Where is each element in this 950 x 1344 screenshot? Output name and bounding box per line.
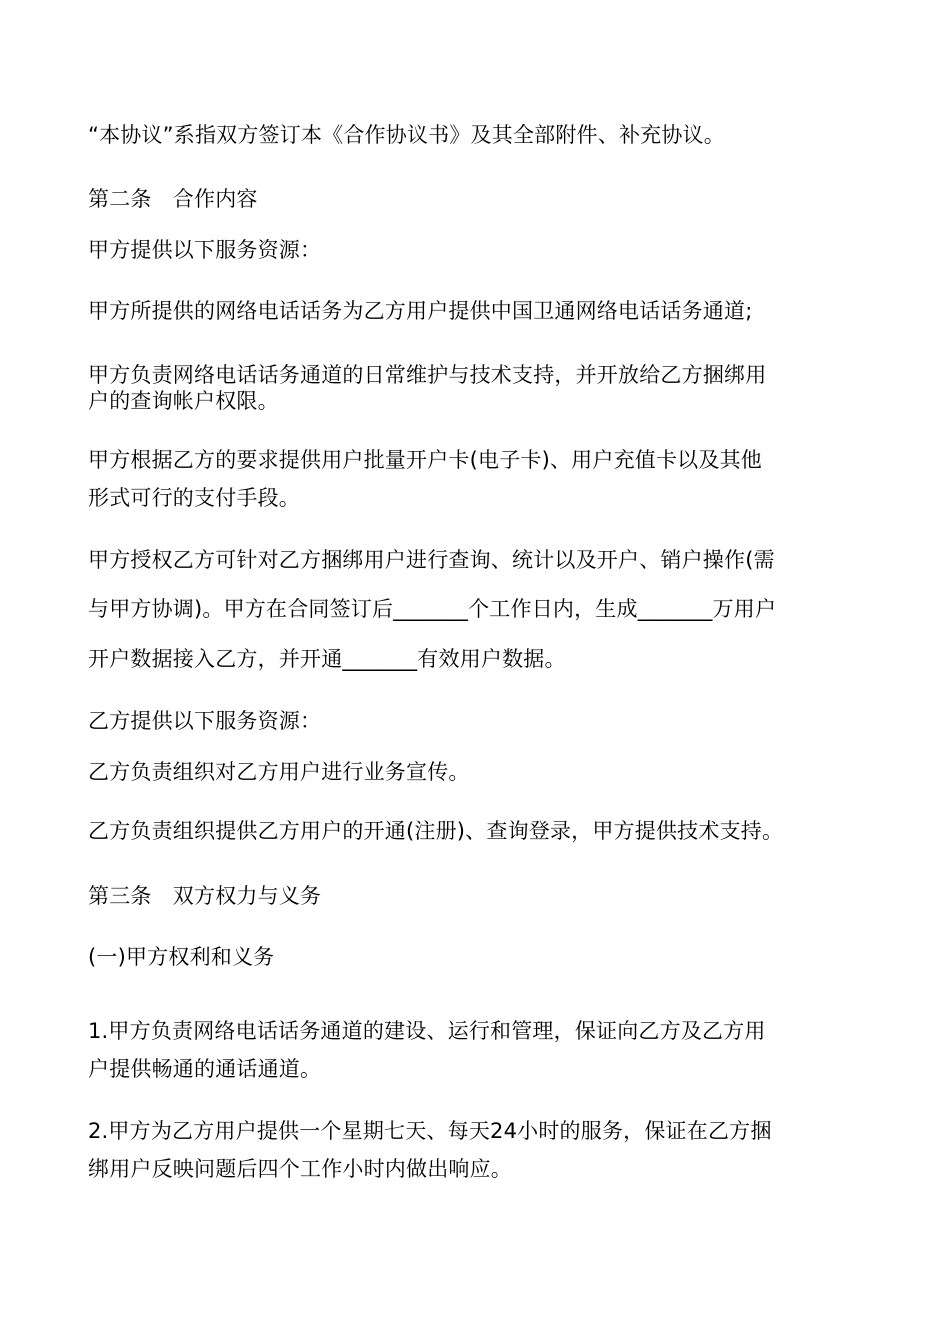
clause-1-line-2: 户提供畅通的通话通道。 [88, 1057, 322, 1081]
clause-2-line-1: 2.甲方为乙方用户提供一个星期七天、每天24小时的服务，保证在乙方捆 [88, 1119, 772, 1143]
definition-line: “本协议”系指双方签订本《合作协议书》及其全部附件、补充协议。 [88, 123, 725, 147]
party-a-item-2-line-2: 户的查询帐户权限。 [88, 389, 279, 413]
party-b-item-2: 乙方负责组织提供乙方用户的开通(注册)、查询登录，甲方提供技术支持。 [88, 819, 784, 843]
party-a-item-4-line-1: 甲方授权乙方可针对乙方捆绑用户进行查询、统计以及开户、销户操作(需 [88, 548, 775, 572]
clause-1-line-1: 1.甲方负责网络电话话务通道的建设、运行和管理，保证向乙方及乙方用 [88, 1019, 766, 1043]
article-2-heading: 第二条 合作内容 [88, 187, 258, 211]
party-a-item-2-line-1: 甲方负责网络电话话务通道的日常维护与技术支持，并开放给乙方捆绑用 [88, 363, 767, 387]
party-b-resources-heading: 乙方提供以下服务资源： [88, 709, 322, 733]
party-a-item-3-line-1: 甲方根据乙方的要求提供用户批量开户卡(电子卡)、用户充值卡以及其他 [88, 448, 762, 472]
section-1-heading: (一)甲方权利和义务 [88, 945, 275, 969]
party-b-item-1: 乙方负责组织对乙方用户进行业务宣传。 [88, 760, 470, 784]
party-a-item-4-line-3: 开户数据接入乙方，并开通_______有效用户数据。 [88, 647, 566, 671]
party-a-item-3-line-2: 形式可行的支付手段。 [88, 486, 300, 510]
party-a-item-1: 甲方所提供的网络电话话务为乙方用户提供中国卫通网络电话话务通道; [88, 299, 753, 323]
party-a-item-4-line-2: 与甲方协调)。甲方在合同签订后_______个工作日内，生成_______万用户 [88, 597, 777, 621]
party-a-resources-heading: 甲方提供以下服务资源： [88, 238, 322, 262]
clause-2-line-2: 绑用户反映问题后四个工作小时内做出响应。 [88, 1157, 512, 1181]
article-3-heading: 第三条 双方权力与义务 [88, 884, 322, 908]
